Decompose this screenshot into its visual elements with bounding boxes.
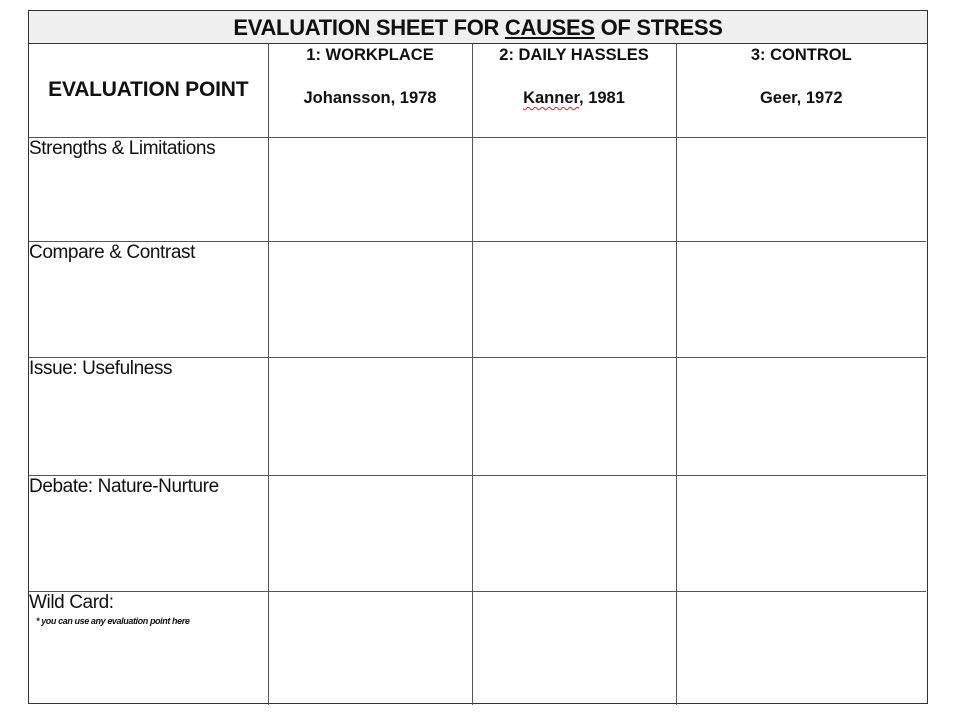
cause-title: 1: WORKPLACE: [306, 46, 434, 64]
wild-card-label: Wild Card:: [29, 591, 114, 613]
answer-cell[interactable]: [472, 241, 676, 357]
table-row: [29, 241, 926, 357]
cause-year: , 1972: [796, 89, 843, 107]
sheet-title: [29, 11, 927, 44]
row-label-strengths-limitations: Strengths & Limitations: [29, 137, 268, 241]
answer-cell[interactable]: [676, 137, 926, 241]
answer-cell[interactable]: [268, 591, 472, 705]
cause-year: , 1978: [390, 89, 437, 107]
cause-author: Kanner: [523, 89, 580, 107]
answer-cell[interactable]: [268, 357, 472, 475]
answer-cell[interactable]: [676, 591, 926, 705]
answer-cell[interactable]: [472, 475, 676, 591]
title-emphasis: CAUSES: [504, 15, 595, 40]
cause-reference: [473, 89, 676, 108]
cause-title: 3: CONTROL: [750, 46, 852, 64]
row-label-wild-card: [29, 591, 268, 705]
row-label-compare-contrast: Compare & Contrast: [29, 241, 268, 357]
cause-reference: [677, 89, 927, 108]
answer-cell[interactable]: [472, 591, 676, 705]
title-prefix: EVALUATION SHEET FOR: [233, 15, 505, 40]
title-suffix: OF STRESS: [594, 15, 723, 40]
cause-header-daily-hassles: [472, 44, 676, 137]
evaluation-sheet: [28, 10, 928, 704]
answer-cell[interactable]: [268, 137, 472, 241]
answer-cell[interactable]: [676, 475, 926, 591]
cause-reference: [269, 89, 472, 108]
table-row: [29, 137, 926, 241]
table-row: [29, 591, 926, 705]
cause-header-control: [676, 44, 926, 137]
answer-cell[interactable]: [676, 357, 926, 475]
cause-header-workplace: [268, 44, 472, 137]
table-row: [29, 357, 926, 475]
cause-author: Geer: [759, 89, 797, 107]
cause-year: , 1981: [579, 89, 625, 107]
table-row: [29, 475, 926, 591]
cause-title: 2: DAILY HASSLES: [499, 46, 649, 64]
answer-cell[interactable]: [268, 475, 472, 591]
evaluation-table: [29, 44, 926, 705]
answer-cell[interactable]: [472, 357, 676, 475]
wild-card-note: * you can use any evaluation point here: [36, 615, 190, 626]
answer-cell[interactable]: [472, 137, 676, 241]
row-label-issue-usefulness: Issue: Usefulness: [29, 357, 268, 475]
answer-cell[interactable]: [268, 241, 472, 357]
header-row: [29, 44, 926, 137]
answer-cell[interactable]: [676, 241, 926, 357]
cause-author: Johansson: [303, 89, 391, 107]
row-label-debate-nature-nurture: Debate: Nature-Nurture: [29, 475, 268, 591]
evaluation-point-header: EVALUATION POINT: [29, 44, 268, 137]
